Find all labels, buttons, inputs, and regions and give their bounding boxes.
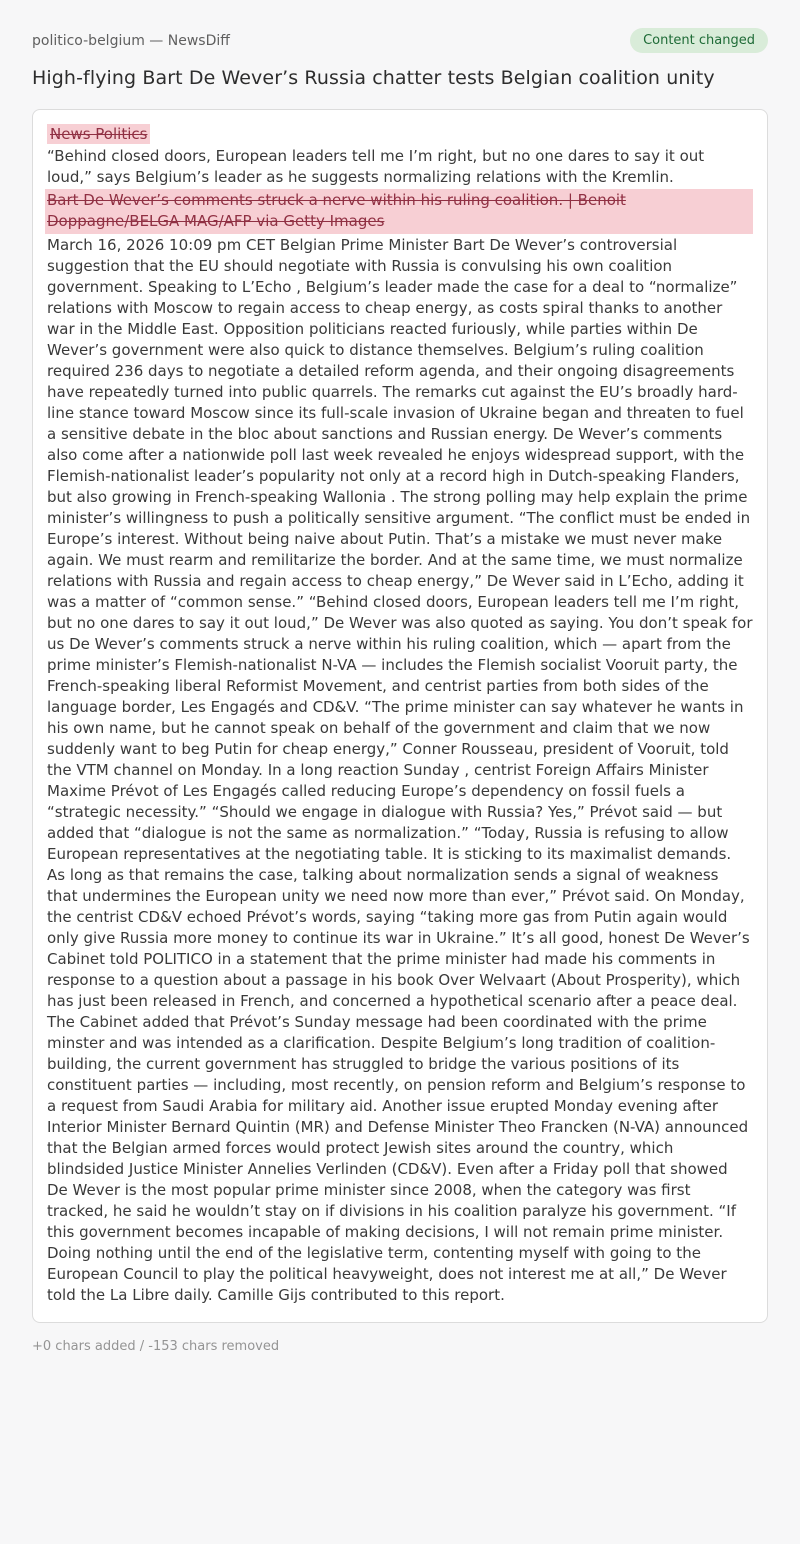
removed-category-text: News Politics (47, 124, 150, 144)
removed-image-caption: Bart De Wever’s comments struck a nerve within his ruling coalition. | Benoit Doppagne/BELGA MAG/AFP via Getty Images (45, 189, 753, 234)
status-badge: Content changed (630, 28, 768, 53)
site-label: politico-belgium — NewsDiff (32, 32, 230, 49)
article-body: March 16, 2026 10:09 pm CET Belgian Prime Minister Bart De Wever’s controversial suggestion that the EU should negotiate with Russia is convulsing his own coalition government. Speaking to L’Echo , Belgium’s leader made the case for a deal to “normalize” relations with Moscow to regain access to cheap energy, as costs spiral thanks to another war in the Middle East. Opposition politicians reacted furiously, while parties within De Wever’s government were also quick to distance themselves. Belgium’s ruling coalition required 236 days to negotiate a detailed reform agenda, and their ongoing disagreements have repeatedly turned into public quarrels. The remarks cut against the EU’s broadly hard-line stance toward Moscow since its full-scale invasion of Ukraine began and threaten to fuel a sensitive debate in the bloc about sanctions and Russian energy. De Wever’s comments also come after a nationwide poll last week revealed he enjoys widespread support, with the Flemish-nationalist leader’s popularity not only at a record high in Dutch-speaking Flanders, but also growing in French-speaking Wallonia . The strong polling may help explain the prime minister’s willingness to push a politically sensitive argument. “The conflict must be ended in Europe’s interest. Without being naive about Putin. That’s a mistake we must never make again. We must rearm and remilitarize the border. And at the same time, we must normalize relations with Russia and regain access to cheap energy,” De Wever said in L’Echo, adding it was a matter of “common sense.” “Behind closed doors, European leaders tell me I’m right, but no one dares to say it out loud,” De Wever was also quoted as saying. You don’t speak for us De Wever’s comments struck a nerve within his ruling coalition, which — apart from the prime minister’s Flemish-nationalist N-VA — includes the Flemish socialist Vooruit party, the French-speaking liberal Reformist Movement, and centrist parties from both sides of the language border, Les Engagés and CD&V. “The prime minister can say whatever he wants in his own name, but he cannot speak on behalf of the government and claim that we now suddenly want to beg Putin for cheap energy,” Conner Rousseau, president of Vooruit, told the VTM channel on Monday. In a long reaction Sunday , centrist Foreign Affairs Minister Maxime Prévot of Les Engagés called reducing Europe’s dependency on fossil fuels a “strategic necessity.” “Should we engage in dialogue with Russia? Yes,” Prévot said — but added that “dialogue is not the same as normalization.” “Today, Russia is refusing to allow European representatives at the negotiating table. It is sticking to its maximalist demands. As long as that remains the case, talking about normalization sends a signal of weakness that undermines the European unity we need now more than ever,” Prévot said. On Monday, the centrist CD&V echoed Prévot’s words, saying “taking more gas from Putin again would only give Russia more money to continue its war in Ukraine.” It’s all good, honest De Wever’s Cabinet told POLITICO in a statement that the prime minister had made his comments in response to a question about a passage in his book Over Welvaart (About Prosperity), which has just been released in French, and concerned a hypothetical scenario after a peace deal. The Cabinet added that Prévot’s Sunday message had been coordinated with the prime minster and was intended as a clarification. Despite Belgium’s long tradition of coalition-building, the current government has struggled to bridge the various positions of its constituent parties — including, most recently, on pension reform and Belgium’s response to a request from Saudi Arabia for military aid. Another issue erupted Monday evening after Interior Minister Bernard Quintin (MR) and Defense Minister Theo Francken (N-VA) announced that the Belgian armed forces would protect Jewish sites around the country, which blindsided Justice Minister Annelies Verlinden (CD&V). Even after a Friday poll that showed De Wever is the most popular prime minister since 2008, when the category was first tracked, he said he wouldn’t stay on if divisions in his coalition paralyze his government. “If this government becomes incapable of making decisions, I will not remain prime minister. Doing nothing until the end of the legislative term, contenting myself with going to the European Council to play the political heavyweight, does not interest me at all,” De Wever told the La Libre daily. Camille Gijs contributed to this report. (47, 236, 753, 1304)
page-title: High-flying Bart De Wever’s Russia chatter tests Belgian coalition unity (32, 67, 715, 89)
header (32, 28, 768, 53)
diff-card (32, 109, 768, 1323)
removed-category-line (47, 124, 753, 145)
diff-summary: +0 chars added / -153 chars removed (32, 1339, 280, 1354)
article-dek: “Behind closed doors, European leaders tell me I’m right, but no one dares to say it out loud,” says Belgium’s leader as he suggests normalizing relations with the Kremlin. (47, 147, 705, 186)
